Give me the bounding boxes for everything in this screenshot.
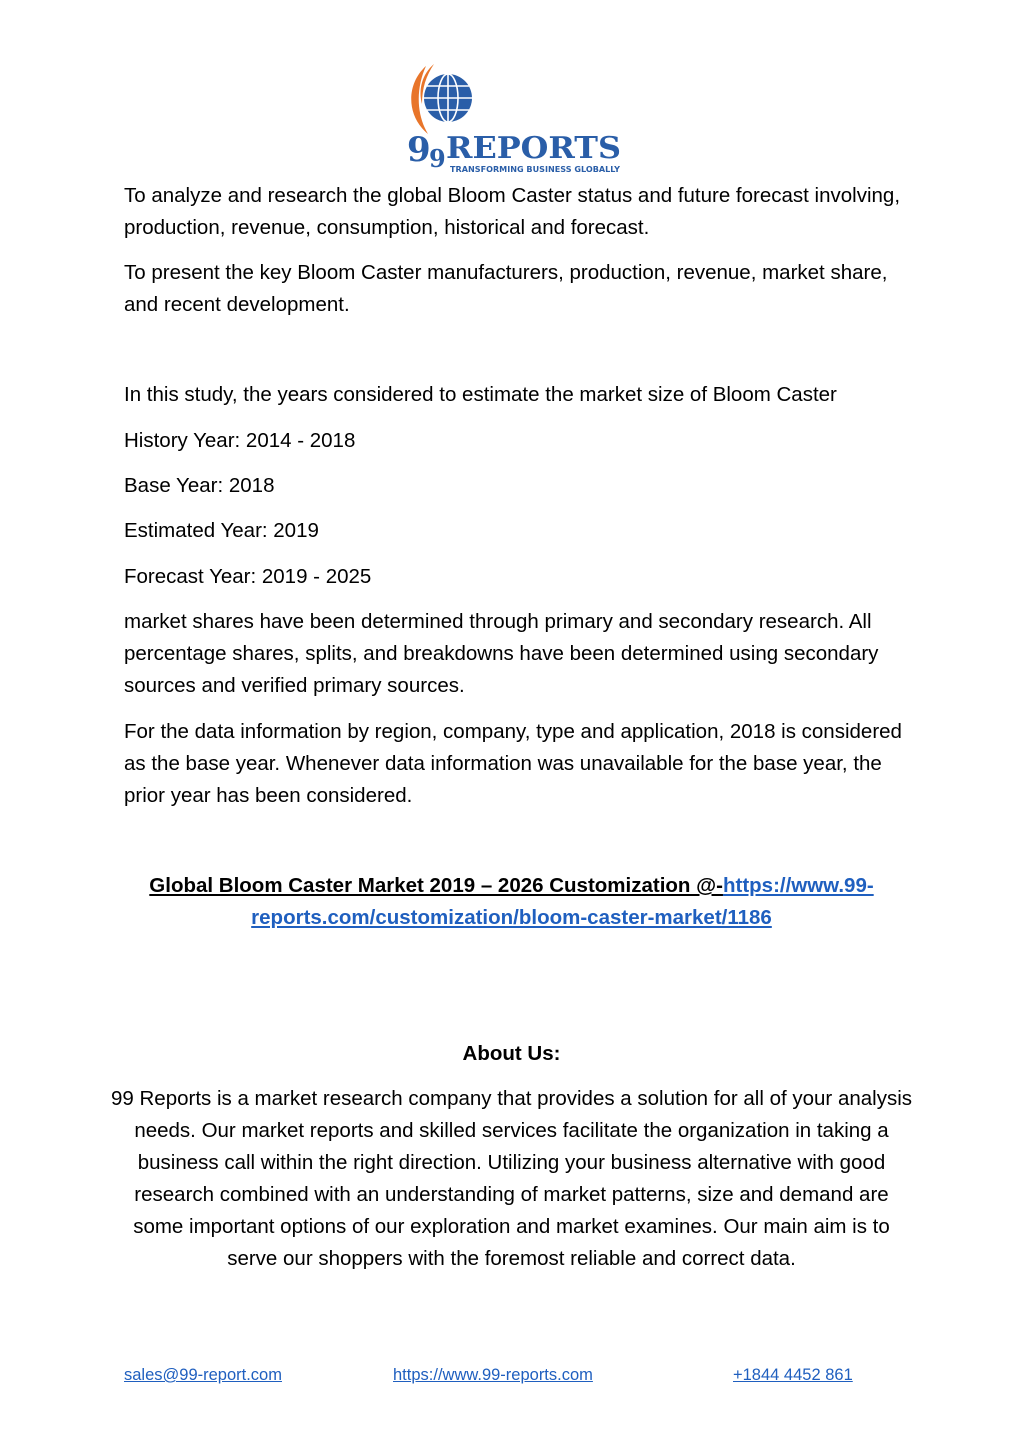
company-logo <box>404 60 624 180</box>
objective-paragraph-2: To present the key Bloom Caster manufacturers, production, revenue, market share, and recent development. <box>124 261 888 316</box>
svg-text:9: 9 <box>407 130 431 170</box>
history-year: History Year: 2014 - 2018 <box>124 429 356 452</box>
objective-paragraph-1: To analyze and research the global Bloom Caster status and future forecast involving, production, revenue, consumption, historical and forecast. <box>124 184 901 239</box>
footer-website-link[interactable]: https://www.99-reports.com <box>393 1366 593 1384</box>
customization-link[interactable]: https://www.99-reports.com/customization/bloom-caster-market/1186 <box>251 874 874 929</box>
svg-text:REPORTS: REPORTS <box>446 131 621 166</box>
estimated-year: Estimated Year: 2019 <box>124 519 319 542</box>
about-heading: About Us: <box>462 1042 561 1065</box>
base-year-paragraph: For the data information by region, company, type and application, 2018 is considered as the base year. Whenever data information was unavailable for the base year, the prior year has been considered. <box>124 720 902 807</box>
footer-phone-link[interactable]: +1844 4452 861 <box>733 1366 853 1384</box>
base-year: Base Year: 2018 <box>124 474 275 497</box>
study-years-intro: In this study, the years considered to estimate the market size of Bloom Caster <box>124 383 837 406</box>
forecast-year: Forecast Year: 2019 - 2025 <box>124 565 372 588</box>
footer-email-link[interactable]: sales@99-report.com <box>124 1366 282 1384</box>
market-shares-paragraph: market shares have been determined through primary and secondary research. All percentage shares, splits, and breakdowns have been determined using secondary sources and verified primary sources. <box>124 610 879 697</box>
customization-heading <box>110 870 913 934</box>
customization-label: Global Bloom Caster Market 2019 – 2026 Customization @- <box>149 874 723 897</box>
svg-text:TRANSFORMING BUSINESS GLOBALLY: TRANSFORMING BUSINESS GLOBALLY <box>450 165 621 174</box>
about-body: 99 Reports is a market research company that provides a solution for all of your analysis needs. Our market reports and skilled services facilitate the organization in taking a business call within the right direction. Utilizing your business alternative with good research combined with an understanding of market patterns, size and demand are some important options of our exploration and market examines. Our main aim is to serve our shoppers with the foremost reliable and correct data. <box>110 1087 913 1270</box>
svg-text:9: 9 <box>429 144 446 173</box>
globe-logo-icon <box>404 60 624 180</box>
